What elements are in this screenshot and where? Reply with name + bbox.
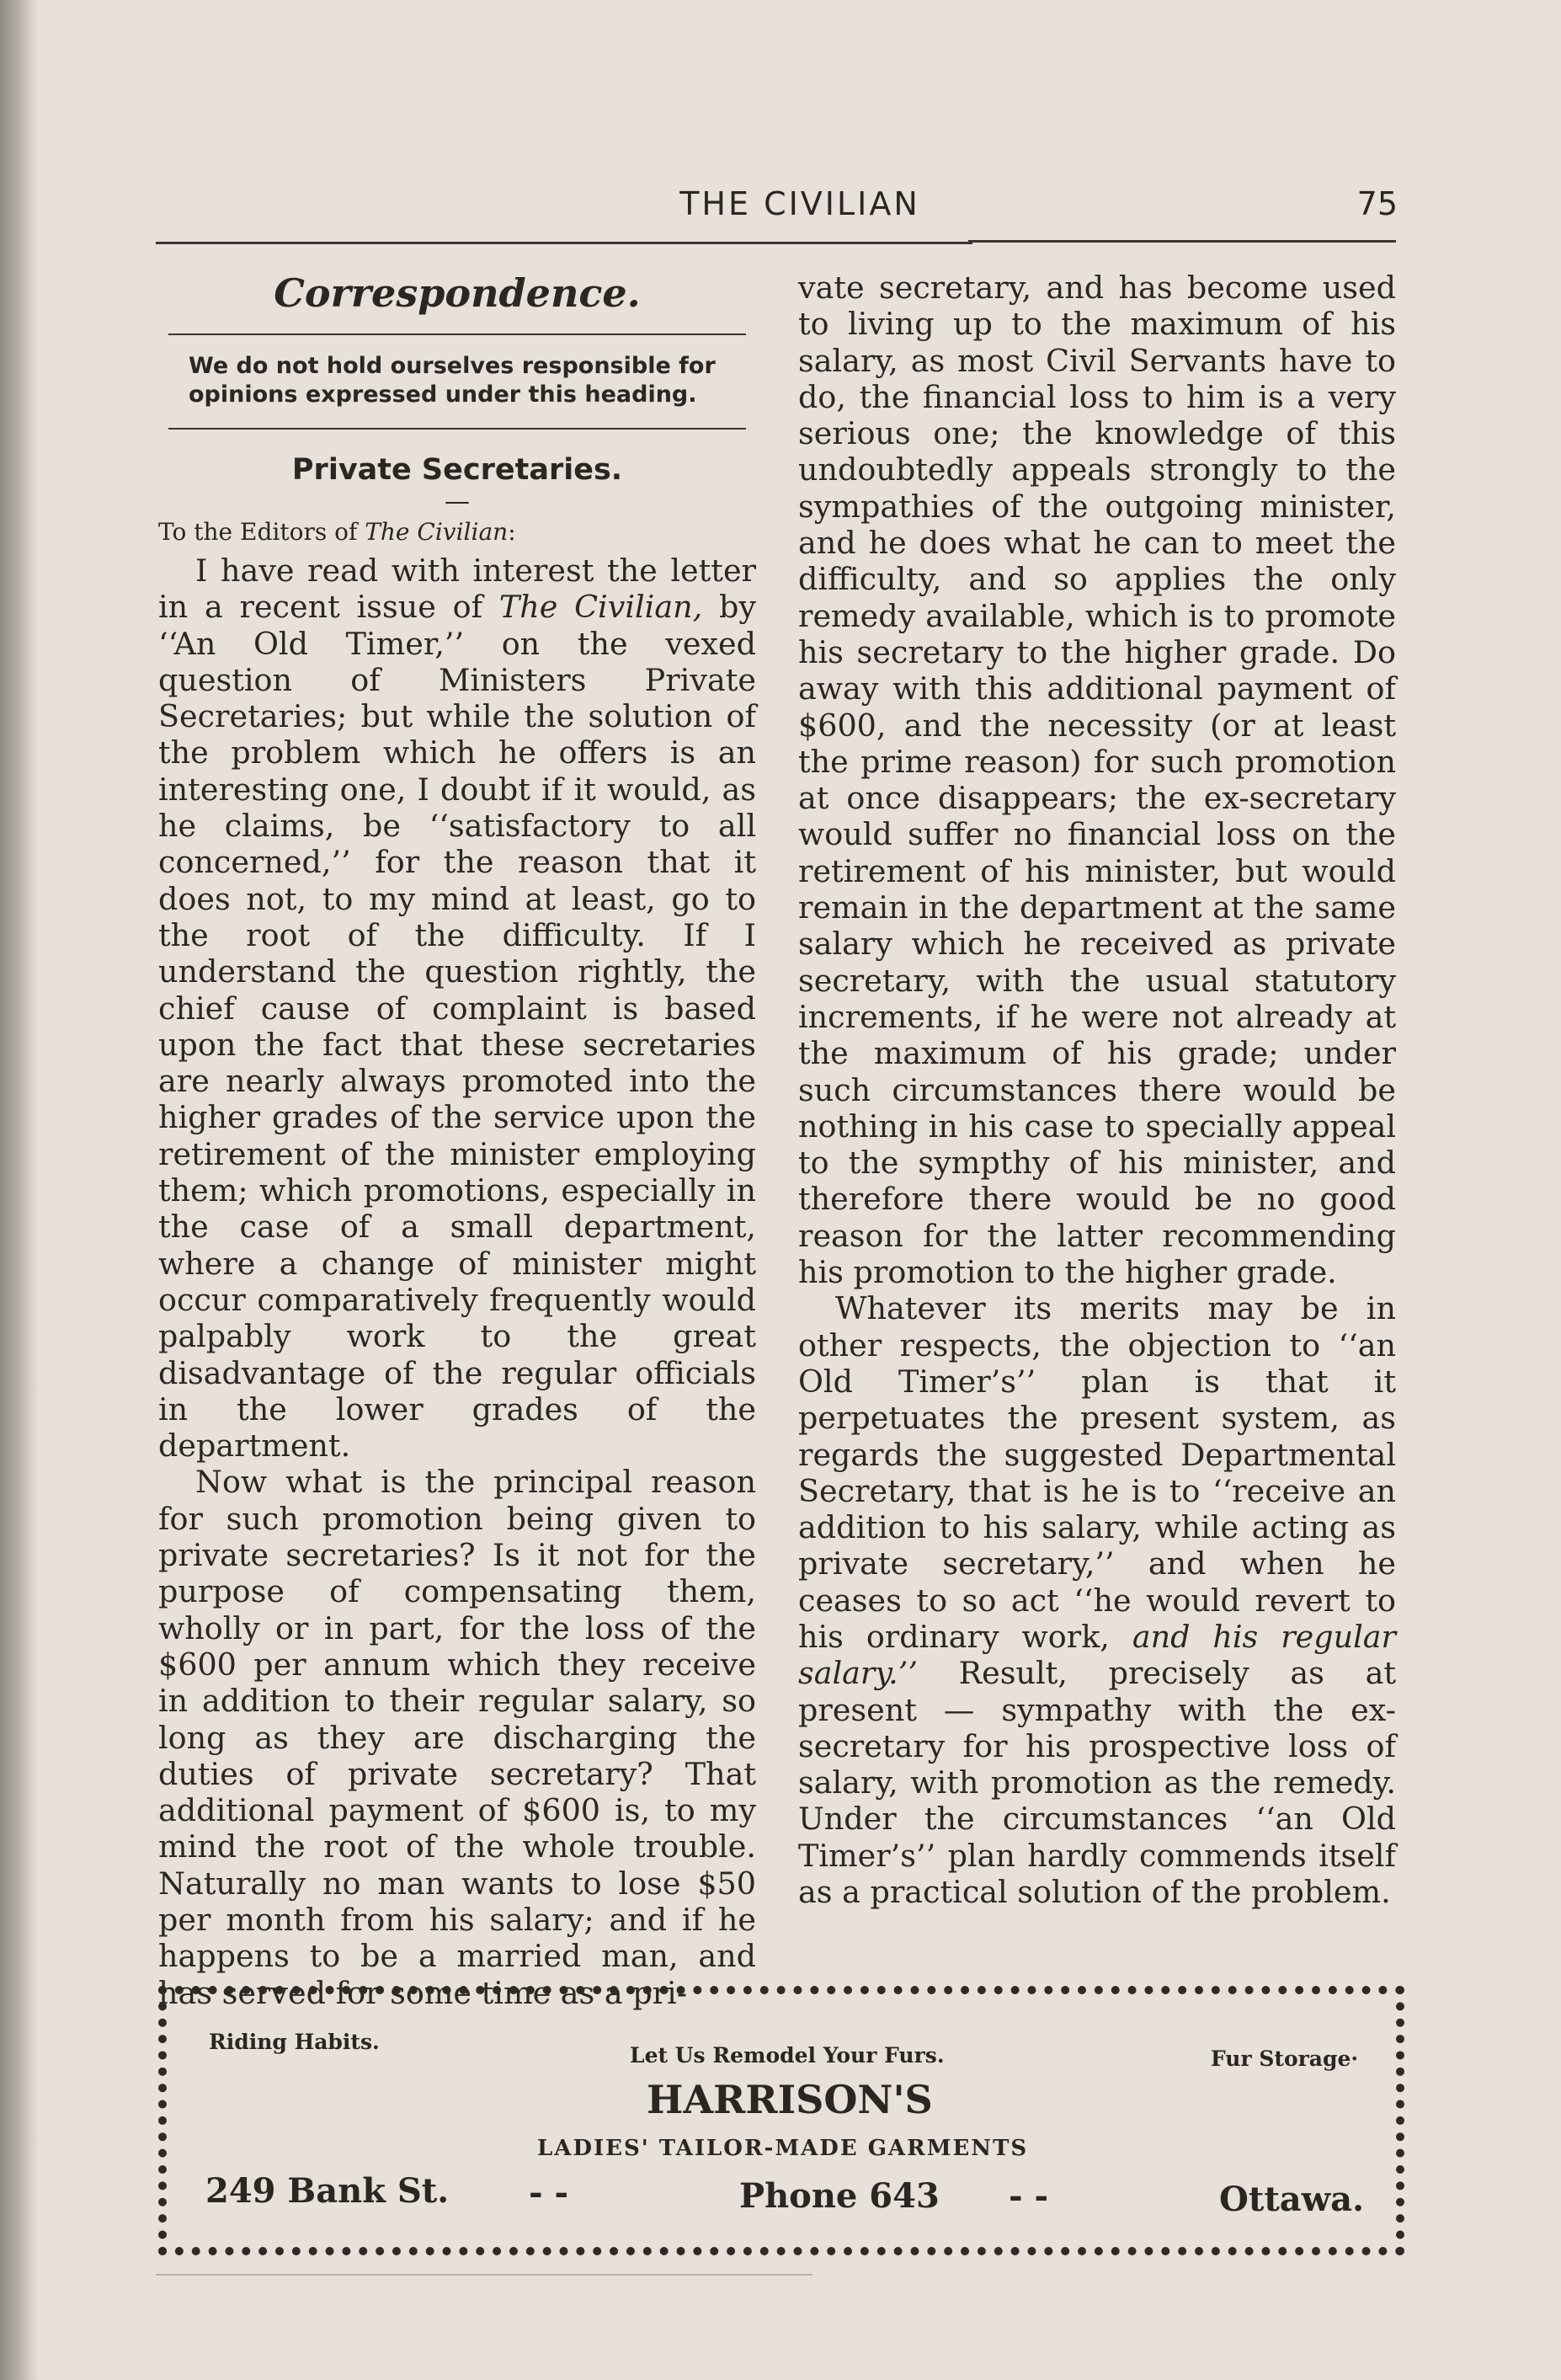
- page-number: 75: [1356, 185, 1398, 222]
- right-column: [798, 269, 1396, 1910]
- article-title: Private Secretaries.: [291, 453, 623, 487]
- salutation-prefix: To the Editors of: [158, 518, 365, 546]
- ad-fur-storage: Fur Storage·: [1211, 2046, 1359, 2071]
- paragraph-2-right: vate secretary, and has become used to living up to the maximum of his salary, as most Civil Servants have to do, the financial loss to him is a very serious one; the knowledge of this undoubtedly appeals strongly to the sympathies of the outgoing minister, and he does what he can to meet the difficulty, and so applies the only remedy available, which is to promote his secretary to the higher grade. Do away with this additional payment of $600, and the necessity (or at least the prime reason) for such promotion at once disappears; the ex-secretary would suffer no financial loss on the retirement of his minister, but would remain in the department at the same salary which he received as private secretary, with the usual statutory increments, if he were not already at the maximum of his grade; under such circumstances there would be nothing in his case to specially appeal to the sympthy of his minister, and therefore there would be no good reason for the latter recommending his promotion to the higher grade.: [798, 269, 1396, 1291]
- section-heading: Correspondence.: [274, 270, 641, 316]
- paragraph-2-left: Now what is the principal reason for such promotion being given to private secretaries? Is it not for the purpose of compensating them, wholly or in part, for the loss of the $600 per annum which they receive in addition to their regular salary, so long as they are discharging the duties of private secretary? That additional payment of $600 is, to my mind the root of the whole trouble. Naturally no man wants to lose $50 per month from his salary; and if he happens to be a married man, and has served for some time as a pri-: [158, 1464, 756, 2011]
- paragraph-3-italic: and his regular salary.’’: [798, 1618, 1396, 1692]
- paragraph-3-part-a: Whatever its merits may be in other respects, the objection to ‘‘an Old Timer’s’’ plan is that it perpetuates the present system, as regards the suggested Departmental Secretary, that is he is to ‘‘receive an addition to his salary, while acting as private secretary,’’ and when he ceases to so act ‘‘he would revert to his ordinary work,: [798, 1290, 1396, 1655]
- bottom-rule: [156, 2274, 812, 2276]
- ad-riding-habits: Riding Habits.: [209, 2030, 380, 2054]
- ad-tagline: LADIES' TAILOR-MADE GARMENTS: [537, 2136, 1029, 2161]
- advertisement: [158, 1986, 1404, 2255]
- paragraph-1-part-b: by ‘‘An Old Timer,’’ on the vexed question of Ministers Private Secretaries; but while the solution of the problem which he offers is an interesting one, I doubt if it would, as he claims, be ‘‘satisfactory to all concerned,’’ for the reason that it does not, to my mind at least, go to the root of the difficulty. If I understand the question rightly, the chief cause of complaint is based upon the fact that these secretaries are nearly always promoted into the higher grades of the service upon the retirement of the minister employing them; which promotions, especially in the case of a small department, where a change of minister might occur comparatively frequently would palpably work to the great disadvantage of the regular officials in the lower grades of the department.: [158, 589, 757, 1465]
- salutation: [158, 515, 756, 549]
- paragraph-3-part-b: Result, precisely as at present — sympathy with the ex-secretary for his prospective loss of salary, with promotion as the remedy. Under the circumstances ‘‘an Old Timer’s’’ plan hardly commends itself as a practical solution of the problem.: [798, 1655, 1396, 1911]
- salutation-publication: The Civilian: [365, 518, 509, 546]
- running-header-title: THE CIVILIAN: [679, 185, 920, 222]
- paragraph-1-part-a: I have read with interest the letter in a recent issue of: [158, 552, 756, 626]
- ad-separator: - -: [529, 2173, 569, 2212]
- title-dash: —: [445, 487, 470, 516]
- paragraph-3: [798, 1290, 1396, 1910]
- ad-store-name: HARRISON'S: [647, 2077, 933, 2122]
- ad-separator: - -: [1009, 2176, 1049, 2216]
- ad-city: Ottawa.: [1219, 2180, 1364, 2219]
- section-rule: [168, 428, 746, 430]
- section-disclaimer: We do not hold ourselves responsible for opinions expressed under this heading.: [189, 353, 716, 408]
- paragraph-1: [158, 552, 756, 1464]
- left-column: [158, 269, 756, 2011]
- section-rule: [168, 334, 746, 335]
- paragraph-1-publication: The Civilian,: [498, 589, 703, 626]
- ad-remodel-furs: Let Us Remodel Your Furs.: [630, 2043, 945, 2068]
- salutation-suffix: :: [508, 518, 516, 546]
- header-rule: [968, 240, 1396, 243]
- ad-address: 249 Bank St.: [205, 2171, 450, 2211]
- ad-phone: Phone 643: [739, 2176, 940, 2216]
- header-rule: [156, 242, 972, 244]
